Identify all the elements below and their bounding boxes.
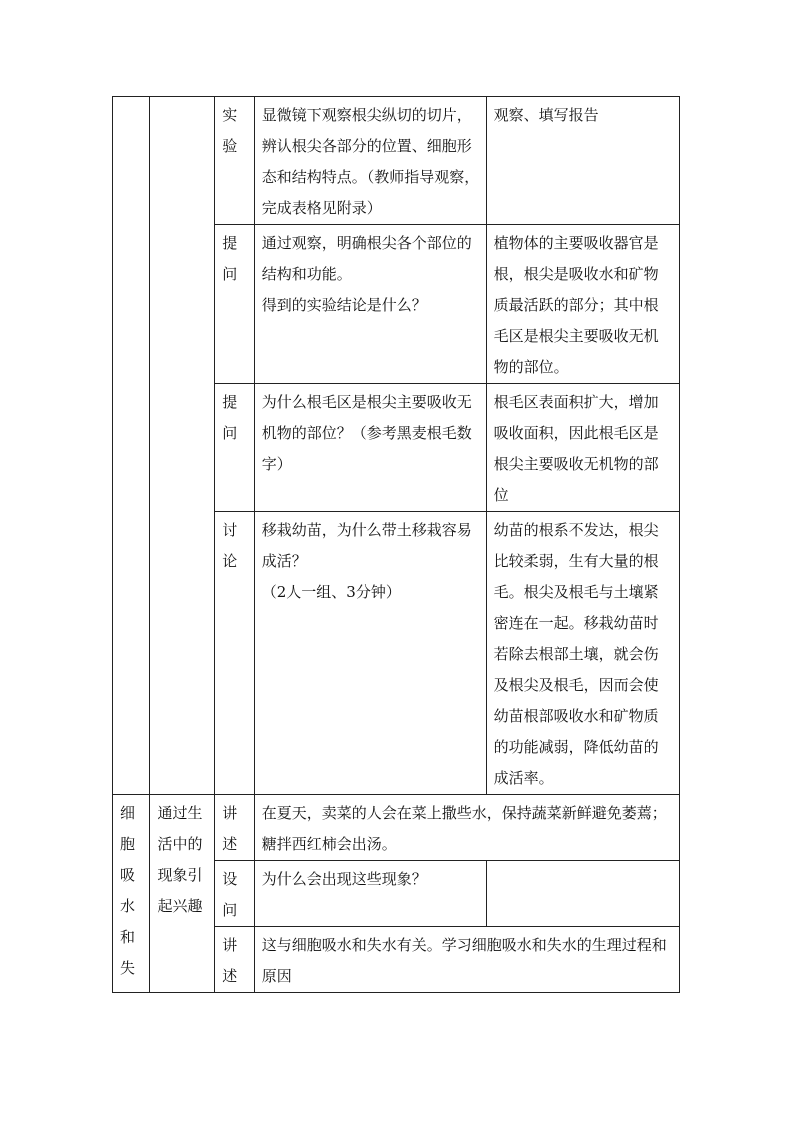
activity-type-cell: 实 验 <box>215 97 254 225</box>
teacher-activity-cell: 这与细胞吸水和失水有关。学习细胞吸水和失水的生理过程和原因 <box>254 927 679 993</box>
goal-cell-empty <box>150 97 215 795</box>
teacher-activity-cell: 移栽幼苗，为什么带土移栽容易成活？ （2人一组、3分钟） <box>254 512 486 795</box>
student-activity-cell: 根毛区表面积扩大，增加吸收面积，因此根毛区是根尖主要吸收无机物的部位 <box>486 384 679 512</box>
activity-type-cell: 提 问 <box>215 225 254 384</box>
activity-type-cell: 讲 述 <box>215 927 254 993</box>
activity-type-cell: 讨 论 <box>215 512 254 795</box>
teacher-activity-cell: 通过观察，明确根尖各个部位的结构和功能。 得到的实验结论是什么？ <box>254 225 486 384</box>
teacher-activity-cell: 在夏天，卖菜的人会在菜上撒些水，保持蔬菜新鲜避免萎蔫；糖拌西红柿会出汤。 <box>254 795 679 861</box>
teacher-activity-cell: 为什么根毛区是根尖主要吸收无机物的部位？（参考黑麦根毛数字） <box>254 384 486 512</box>
teacher-activity-cell: 显微镜下观察根尖纵切的切片，辨认根尖各部分的位置、细胞形态和结构特点。（教师指导观察，完成表格见附录） <box>254 97 486 225</box>
goal-cell: 通过生活中的现象引起兴趣 <box>150 795 215 993</box>
lesson-plan-table <box>112 96 680 993</box>
topic-cell-empty <box>113 97 150 795</box>
table-row <box>113 795 680 861</box>
activity-type-cell: 提 问 <box>215 384 254 512</box>
student-activity-cell: 观察、填写报告 <box>486 97 679 225</box>
student-activity-cell <box>486 861 679 927</box>
activity-type-cell: 讲 述 <box>215 795 254 861</box>
table-row <box>113 97 680 225</box>
topic-cell: 细 胞 吸 水 和 失 <box>113 795 150 993</box>
student-activity-cell: 幼苗的根系不发达，根尖比较柔弱，生有大量的根毛。根尖及根毛与土壤紧密连在一起。移栽幼苗时若除去根部土壤，就会伤及根尖及根毛，因而会使幼苗根部吸收水和矿物质的功能减弱，降低幼苗的成活率。 <box>486 512 679 795</box>
teacher-activity-cell: 为什么会出现这些现象？ <box>254 861 486 927</box>
student-activity-cell: 植物体的主要吸收器官是根，根尖是吸收水和矿物质最活跃的部分；其中根毛区是根尖主要吸收无机物的部位。 <box>486 225 679 384</box>
activity-type-cell: 设 问 <box>215 861 254 927</box>
